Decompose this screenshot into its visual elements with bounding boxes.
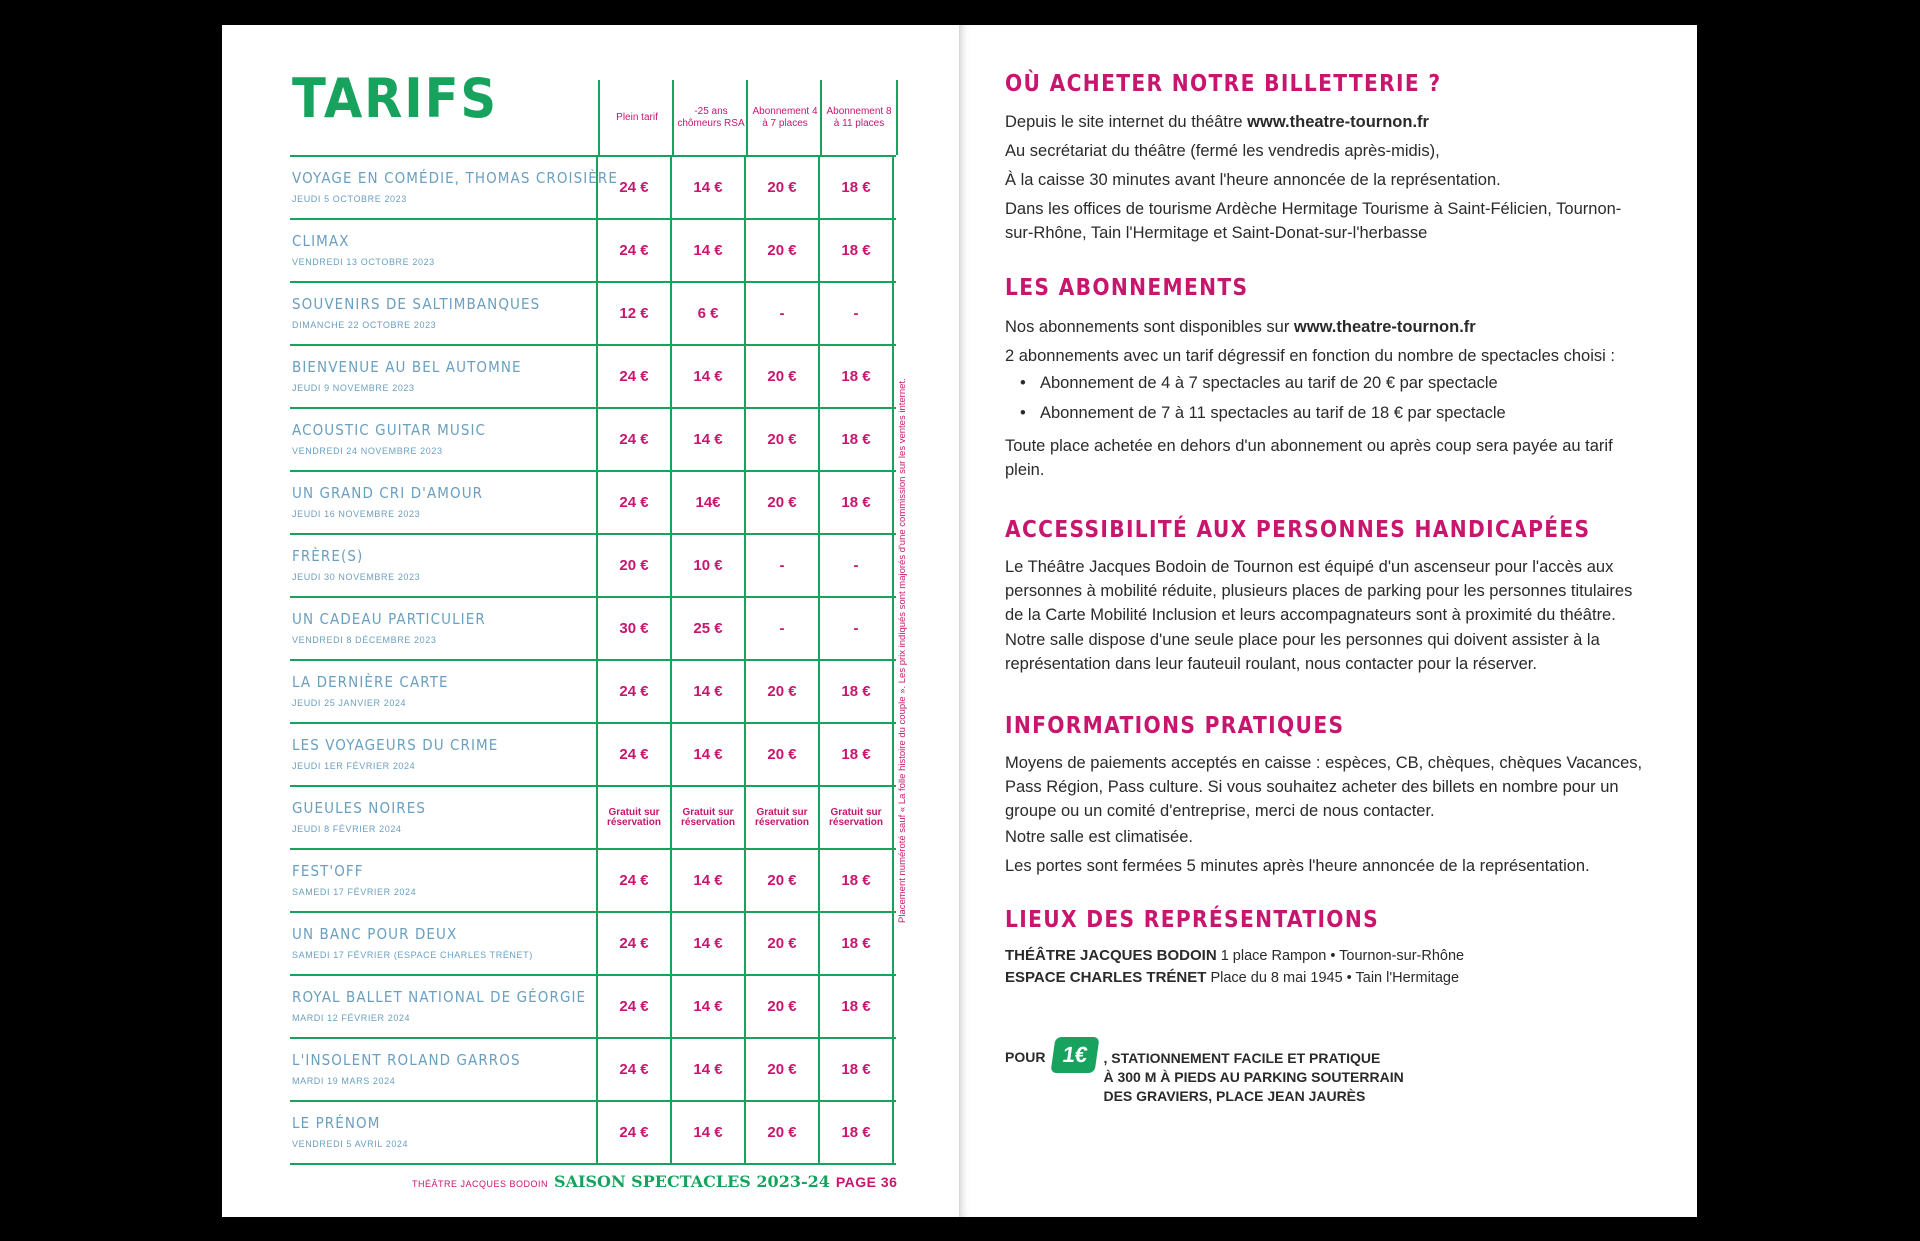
price-cell: 12 € (596, 283, 670, 344)
price-cell: 18 € (818, 976, 894, 1037)
price-cell: 24 € (596, 157, 670, 218)
table-row (290, 220, 896, 283)
parking-pour: POUR (1005, 1049, 1046, 1065)
show-date: MARDI 19 MARS 2024 (292, 1076, 396, 1086)
price-cell: 18 € (818, 661, 894, 722)
column-header-reduit: -25 ans chômeurs RSA (672, 80, 748, 155)
show-date: SAMEDI 17 FÉVRIER (ESPACE CHARLES TRÉNET) (292, 950, 533, 960)
price-cell: 20 € (744, 472, 818, 533)
show-name: CLIMAX (292, 232, 350, 250)
price-cell: 24 € (596, 220, 670, 281)
price-cell: - (818, 283, 894, 344)
price-cell: - (744, 283, 818, 344)
price-cell: 14 € (670, 346, 744, 407)
price-cell: 20 € (744, 850, 818, 911)
price-cell: Gratuit sur réservation (744, 787, 818, 848)
price-cell: 14€ (670, 472, 744, 533)
price-cell: - (744, 535, 818, 596)
price-cell: Gratuit sur réservation (596, 787, 670, 848)
table-row (290, 535, 896, 598)
price-cell: 20 € (744, 409, 818, 470)
price-cell: 20 € (744, 1039, 818, 1100)
price-cell: 24 € (596, 409, 670, 470)
lieu-espace: ESPACE CHARLES TRÉNET Place du 8 mai 1945 • Tain l'Hermitage (1005, 969, 1460, 986)
show-date: VENDREDI 13 OCTOBRE 2023 (292, 257, 435, 267)
show-name: FEST'OFF (292, 862, 364, 880)
column-header-plein-tarif: Plein tarif (598, 80, 674, 155)
bullet-item: • Abonnement de 7 à 11 spectacles au tarif de 18 € par spectacle (1020, 404, 1506, 422)
show-date: SAMEDI 17 FÉVRIER 2024 (292, 887, 417, 897)
page-footer (412, 1172, 897, 1191)
table-row (290, 661, 896, 724)
price-cell: 24 € (596, 472, 670, 533)
price-cell: 25 € (670, 598, 744, 659)
show-date: JEUDI 1ER FÉVRIER 2024 (292, 761, 416, 771)
show-name: GUEULES NOIRES (292, 799, 426, 817)
price-cell: 14 € (670, 1039, 744, 1100)
price-cell: 10 € (670, 535, 744, 596)
show-name: BIENVENUE AU BEL AUTOMNE (292, 358, 522, 376)
informations-p3: Les portes sont fermées 5 minutes après l'heure annoncée de la représentation. (1005, 857, 1590, 875)
price-cell: 20 € (596, 535, 670, 596)
accessibilite-p1: Le Théâtre Jacques Bodoin de Tournon est équipé d'un ascenseur pour l'accès aux personnes à mobilité réduite, plusieurs places de parking pour les personnes titulaires de la Carte Mobilité Inclusion et leurs accompagnateurs sont à proximité du théâtre. (1005, 558, 1633, 624)
footer-season: SAISON SPECTACLES 2023-24 (554, 1172, 830, 1191)
price-cell: 18 € (818, 409, 894, 470)
right-page (960, 25, 1697, 1217)
tariffs-table (290, 155, 896, 1165)
price-cell: 14 € (670, 661, 744, 722)
price-cell: 24 € (596, 913, 670, 974)
price-cell: 20 € (744, 346, 818, 407)
price-cell: 24 € (596, 724, 670, 785)
table-row (290, 283, 896, 346)
left-page (222, 25, 959, 1217)
table-row (290, 1102, 896, 1165)
show-name: ACOUSTIC GUITAR MUSIC (292, 421, 487, 439)
price-cell: 14 € (670, 220, 744, 281)
column-header-abonnement-4-7: Abonnement 4 à 7 places (746, 80, 822, 155)
price-cell: 14 € (670, 850, 744, 911)
price-cell: 20 € (744, 724, 818, 785)
billetterie-line-web: Depuis le site internet du théâtre www.theatre-tournon.fr (1005, 113, 1429, 131)
price-cell: 18 € (818, 346, 894, 407)
table-row (290, 850, 896, 913)
show-name: LES VOYAGEURS DU CRIME (292, 736, 499, 754)
price-cell: 24 € (596, 661, 670, 722)
parking-info (1005, 1037, 1404, 1106)
show-name: UN BANC POUR DEUX (292, 925, 458, 943)
table-row (290, 976, 896, 1039)
column-header-abonnement-8-11: Abonnement 8 à 11 places (820, 80, 898, 155)
price-cell: 14 € (670, 409, 744, 470)
show-name: LE PRÉNOM (292, 1114, 381, 1132)
show-date: JEUDI 30 NOVEMBRE 2023 (292, 572, 421, 582)
price-cell: 18 € (818, 724, 894, 785)
table-row (290, 598, 896, 661)
show-name: FRÈRE(S) (292, 547, 364, 565)
show-date: JEUDI 25 JANVIER 2024 (292, 698, 407, 708)
price-cell: 24 € (596, 1039, 670, 1100)
lieu-theatre: THÉÂTRE JACQUES BODOIN 1 place Rampon • Tournon-sur-Rhône (1005, 947, 1465, 964)
price-cell: 18 € (818, 157, 894, 218)
price-cell: 18 € (818, 1039, 894, 1100)
abonnements-note: Toute place achetée en dehors d'un abonnement ou après coup sera payée au tarif plein. (1005, 437, 1613, 479)
price-cell: 24 € (596, 976, 670, 1037)
website-link[interactable]: www.theatre-tournon.fr (1247, 113, 1429, 131)
price-cell: - (818, 535, 894, 596)
price-cell: 20 € (744, 1102, 818, 1163)
section-title-lieux: LIEUX DES REPRÉSENTATIONS (1005, 907, 1379, 933)
billetterie-line-caisse: À la caisse 30 minutes avant l'heure annoncée de la représentation. (1005, 171, 1501, 189)
side-note: Placement numéroté sauf « La folle histoire du couple ». Les prix indiqués sont majorés d'une commission sur les ventes internet. (897, 378, 908, 923)
price-cell: 14 € (670, 724, 744, 785)
show-date: DIMANCHE 22 OCTOBRE 2023 (292, 320, 437, 330)
table-row (290, 157, 896, 220)
section-title-billetterie: OÙ ACHETER NOTRE BILLETTERIE ? (1005, 71, 1442, 97)
parking-text: , STATIONNEMENT FACILE ET PRATIQUE À 300 M À PIEDS AU PARKING SOUTERRAIN DES GRAVIERS, PLACE JEAN JAURÈS (1103, 1050, 1404, 1104)
show-name: VOYAGE EN COMÉDIE, THOMAS CROISIÈRE (292, 169, 618, 187)
abonnements-intro: 2 abonnements avec un tarif dégressif en fonction du nombre de spectacles choisi : (1005, 347, 1615, 365)
footer-theatre: THÉÂTRE JACQUES BODOIN (412, 1179, 549, 1189)
table-row (290, 472, 896, 535)
footer-page-number: PAGE 36 (835, 1174, 898, 1190)
price-cell: 18 € (818, 1102, 894, 1163)
table-row (290, 409, 896, 472)
price-cell: 14 € (670, 1102, 744, 1163)
show-name: UN CADEAU PARTICULIER (292, 610, 486, 628)
price-cell: 18 € (818, 913, 894, 974)
section-title-informations: INFORMATIONS PRATIQUES (1005, 713, 1345, 739)
price-cell: 24 € (596, 346, 670, 407)
price-cell: 20 € (744, 661, 818, 722)
show-name: UN GRAND CRI D'AMOUR (292, 484, 484, 502)
price-cell: 20 € (744, 976, 818, 1037)
price-cell: 24 € (596, 850, 670, 911)
show-date: VENDREDI 8 DÉCEMBRE 2023 (292, 635, 437, 645)
price-cell: 18 € (818, 220, 894, 281)
price-cell: - (744, 598, 818, 659)
table-row (290, 913, 896, 976)
show-date: JEUDI 5 OCTOBRE 2023 (292, 194, 407, 204)
show-date: MARDI 12 FÉVRIER 2024 (292, 1013, 411, 1023)
table-row (290, 787, 896, 850)
price-cell: 14 € (670, 976, 744, 1037)
price-badge: 1€ (1051, 1037, 1100, 1073)
price-cell: 6 € (670, 283, 744, 344)
show-date: VENDREDI 5 AVRIL 2024 (292, 1139, 409, 1149)
price-cell: 20 € (744, 220, 818, 281)
table-row (290, 724, 896, 787)
show-date: VENDREDI 24 NOVEMBRE 2023 (292, 446, 443, 456)
price-cell: - (818, 598, 894, 659)
price-cell: 24 € (596, 1102, 670, 1163)
billetterie-line-offices: Dans les offices de tourisme Ardèche Hermitage Tourisme à Saint-Félicien, Tournon-sur-Rhône, Tain l'Hermitage et Saint-Donat-sur-l'herbasse (1005, 200, 1622, 242)
show-name: L'INSOLENT ROLAND GARROS (292, 1051, 521, 1069)
price-cell: 18 € (818, 472, 894, 533)
price-cell: 14 € (670, 913, 744, 974)
price-cell: 30 € (596, 598, 670, 659)
price-cell: 14 € (670, 157, 744, 218)
price-cell: 20 € (744, 157, 818, 218)
show-name: SOUVENIRS DE SALTIMBANQUES (292, 295, 541, 313)
bullet-item: • Abonnement de 4 à 7 spectacles au tarif de 20 € par spectacle (1020, 374, 1498, 392)
informations-p2: Notre salle est climatisée. (1005, 828, 1193, 846)
price-cell: Gratuit sur réservation (818, 787, 894, 848)
price-cell: Gratuit sur réservation (670, 787, 744, 848)
table-row (290, 346, 896, 409)
price-cell: 18 € (818, 850, 894, 911)
show-name: ROYAL BALLET NATIONAL DE GÉORGIE (292, 988, 587, 1006)
abonnements-line-web: Nos abonnements sont disponibles sur www.theatre-tournon.fr (1005, 318, 1476, 336)
price-cell: 20 € (744, 913, 818, 974)
billetterie-line-secretariat: Au secrétariat du théâtre (fermé les vendredis après-midis), (1005, 142, 1440, 160)
page-title: TARIFS (292, 67, 498, 130)
website-link-2[interactable]: www.theatre-tournon.fr (1293, 318, 1476, 336)
section-title-abonnements: LES ABONNEMENTS (1005, 275, 1249, 301)
show-date: JEUDI 16 NOVEMBRE 2023 (292, 509, 421, 519)
informations-p1: Moyens de paiements acceptés en caisse : espèces, CB, chèques, chèques Vacances, Pass Région, Pass culture. Si vous souhaitez acheter des billets en nombre pour un groupe ou un comité d'entreprise, merci de nous contacter. (1005, 754, 1643, 820)
table-row (290, 1039, 896, 1102)
show-date: JEUDI 8 FÉVRIER 2024 (292, 824, 402, 834)
show-name: LA DERNIÈRE CARTE (292, 673, 449, 691)
show-date: JEUDI 9 NOVEMBRE 2023 (292, 383, 415, 393)
accessibilite-p2: Notre salle dispose d'une seule place pour les personnes qui doivent assister à la représentation dans leur fauteuil roulant, nous contacter pour la réserver. (1005, 631, 1600, 673)
section-title-accessibilite: ACCESSIBILITÉ AUX PERSONNES HANDICAPÉES (1005, 517, 1591, 543)
